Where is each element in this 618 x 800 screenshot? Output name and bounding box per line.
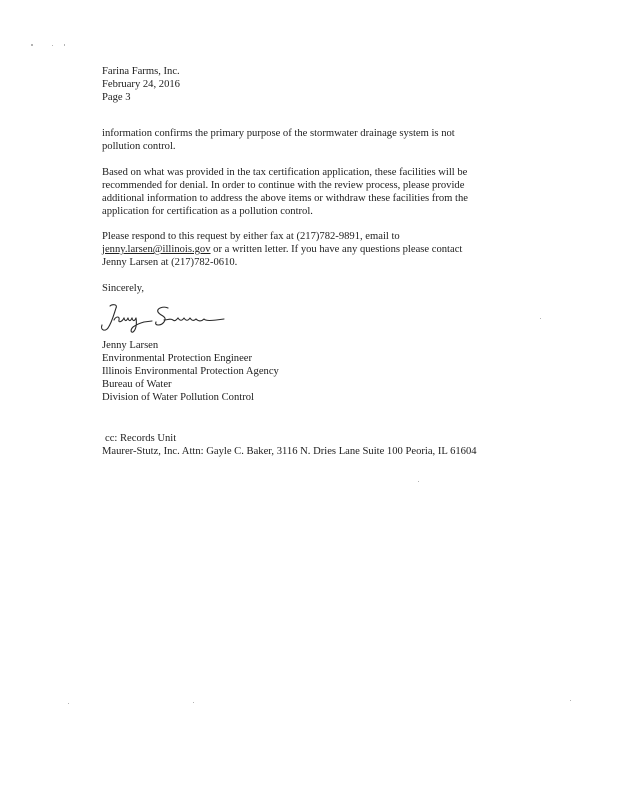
paragraph-line: additional information to address the above items or withdraw these facilities from the	[102, 193, 468, 204]
paragraph-line: information confirms the primary purpose of the stormwater drainage system is not	[102, 128, 455, 139]
closing	[102, 282, 144, 295]
scan-speck	[68, 703, 69, 704]
recipient-name: Farina Farms, Inc.	[102, 66, 180, 77]
paragraph-line: Jenny Larsen at (217)782-0610.	[102, 257, 238, 268]
paragraph-line-rest: or a written letter. If you have any questions please contact	[210, 244, 463, 255]
signer-agency: Illinois Environmental Protection Agency	[102, 366, 279, 377]
signer-block	[102, 339, 279, 404]
email-link[interactable]: jenny.larsen@illinois.gov	[102, 244, 211, 255]
scan-speck	[52, 45, 53, 46]
paragraph-line: recommended for denial. In order to continue with the review process, please provide	[102, 180, 465, 191]
signer-division: Division of Water Pollution Control	[102, 392, 254, 403]
paragraph-contact	[102, 230, 462, 269]
letter-header	[102, 65, 180, 104]
signer-name: Jenny Larsen	[102, 340, 159, 351]
paragraph-line	[102, 243, 462, 256]
paragraph-purpose	[102, 127, 455, 153]
cc-recipient: Maurer-Stutz, Inc. Attn: Gayle C. Baker, 3116 N. Dries Lane Suite 100 Peoria, IL 61604	[102, 446, 477, 457]
scan-speck	[64, 44, 65, 46]
paragraph-denial	[102, 166, 468, 218]
signer-bureau: Bureau of Water	[102, 379, 172, 390]
scan-speck	[540, 318, 541, 319]
scan-speck	[418, 481, 419, 482]
page-number: Page 3	[102, 92, 131, 103]
cc-records: cc: Records Unit	[105, 433, 177, 444]
scan-speck	[570, 700, 571, 701]
scan-speck	[193, 702, 194, 703]
closing-text: Sincerely,	[102, 283, 144, 294]
letter-date: February 24, 2016	[102, 79, 180, 90]
paragraph-line: Please respond to this request by either fax at (217)782-9891, email to	[102, 231, 400, 242]
scan-speck	[31, 44, 33, 46]
paragraph-line: Based on what was provided in the tax certification application, these facilities will be	[102, 167, 468, 178]
paragraph-line: application for certification as a pollution control.	[102, 206, 313, 217]
paragraph-line: pollution control.	[102, 141, 176, 152]
handwritten-signature	[98, 300, 228, 336]
cc-block	[102, 432, 477, 458]
signer-title: Environmental Protection Engineer	[102, 353, 253, 364]
